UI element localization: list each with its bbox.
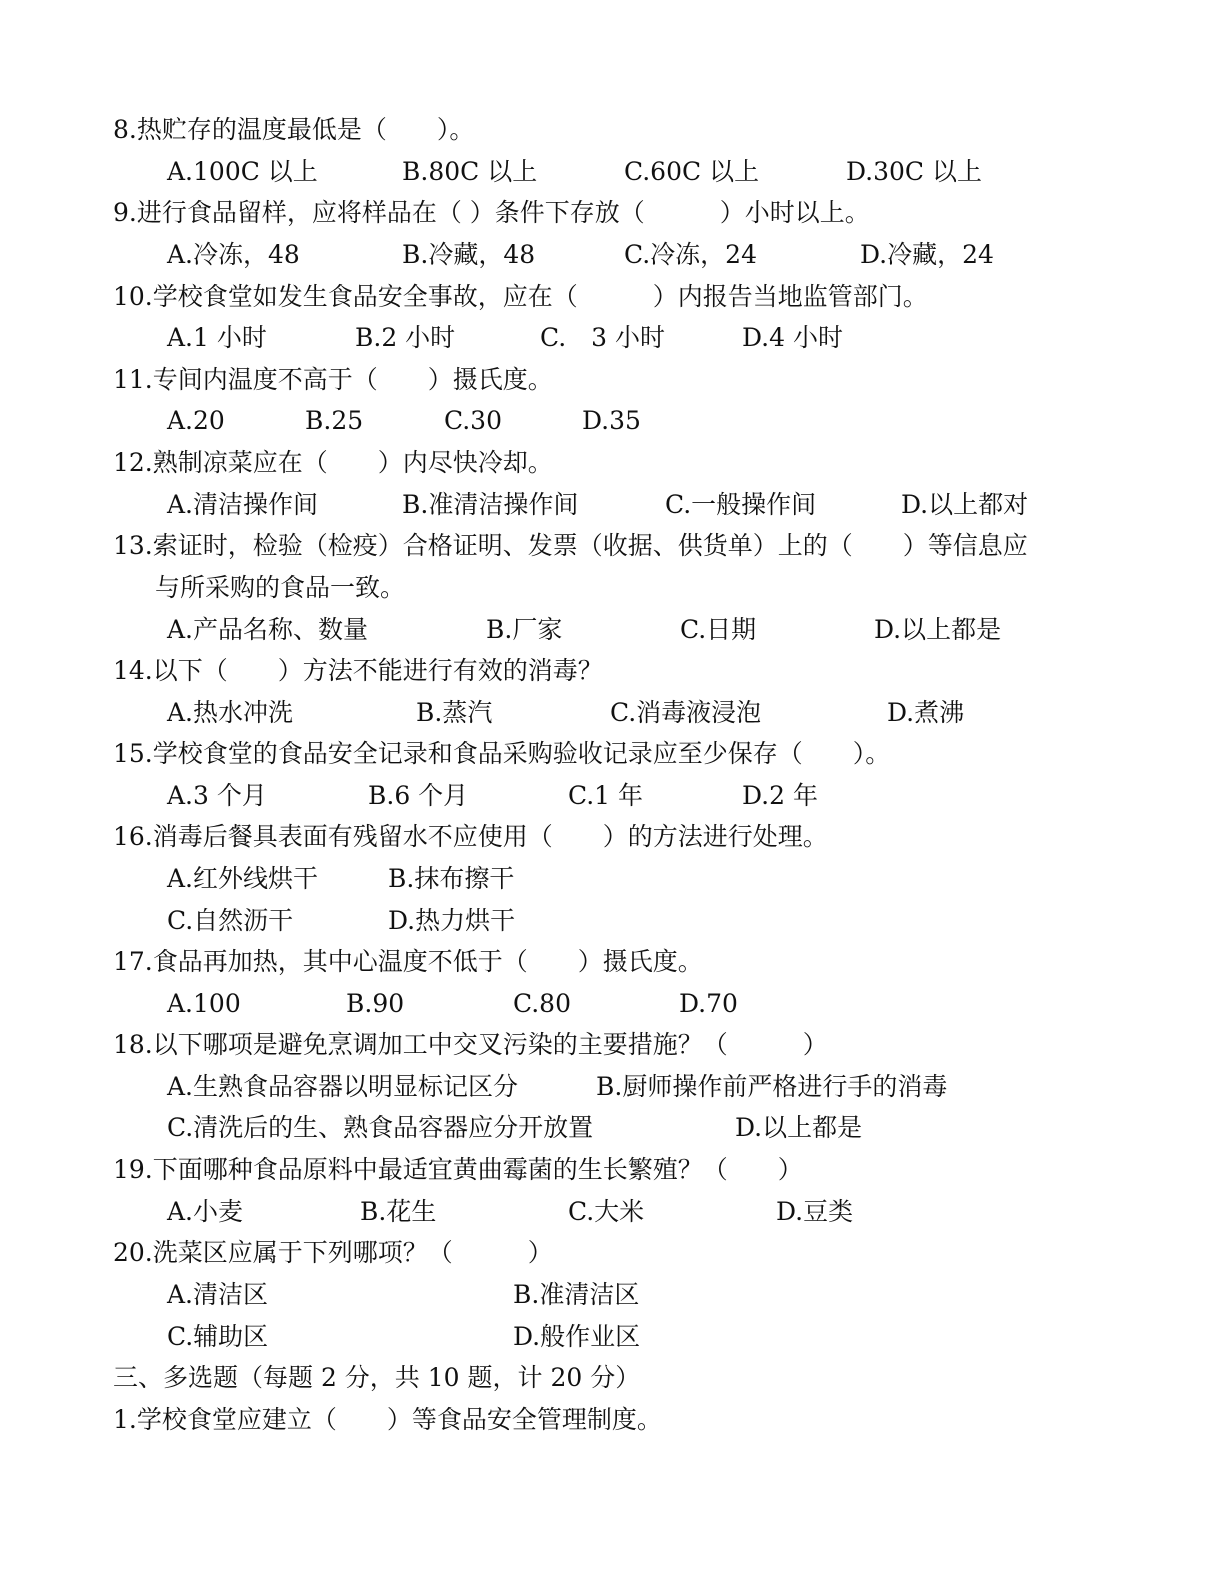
q17-option-a: A.100 (167, 989, 241, 1018)
question-13-continued: 与所采购的食品一致。 (155, 573, 406, 602)
q16-option-a: A.红外线烘干 (167, 864, 319, 893)
q8-option-b: B.80C 以上 (402, 157, 538, 186)
q17-option-c: C.80 (513, 989, 571, 1018)
q8-option-d: D.30C 以上 (846, 157, 982, 186)
q9-option-c: C.冷冻，24 (624, 240, 757, 269)
q19-option-d: D.豆类 (776, 1197, 854, 1226)
q18-option-d: D.以上都是 (735, 1113, 863, 1142)
q12-option-c: C.一般操作间 (665, 490, 817, 519)
q10-option-c: C. 3 小时 (540, 323, 666, 352)
question-18: 18.以下哪项是避免烹调加工中交叉污染的主要措施？（ ） (113, 1030, 828, 1059)
q15-option-c: C.1 年 (568, 781, 644, 810)
q19-option-b: B.花生 (360, 1197, 437, 1226)
q20-option-d: D.般作业区 (513, 1322, 641, 1351)
q16-option-c: C.自然沥干 (167, 906, 294, 935)
q10-option-d: D.4 小时 (742, 323, 843, 352)
q12-option-d: D.以上都对 (901, 490, 1029, 519)
q20-option-a: A.清洁区 (167, 1280, 269, 1309)
q20-option-b: B.准清洁区 (513, 1280, 640, 1309)
q12-option-a: A.清洁操作间 (167, 490, 319, 519)
question-17: 17.食品再加热，其中心温度不低于（ ）摄氏度。 (113, 947, 703, 976)
question-11: 11.专间内温度不高于（ ）摄氏度。 (113, 365, 553, 394)
question-12: 12.熟制凉菜应在（ ）内尽快冷却。 (113, 448, 553, 477)
q13-option-a: A.产品名称、数量 (167, 615, 369, 644)
q11-option-c: C.30 (444, 406, 502, 435)
q9-option-b: B.冷藏，48 (402, 240, 536, 269)
q11-option-b: B.25 (305, 406, 364, 435)
q11-option-a: A.20 (167, 406, 225, 435)
question-14: 14.以下（ ）方法不能进行有效的消毒？ (113, 656, 603, 685)
q15-option-a: A.3 个月 (167, 781, 267, 810)
question-9: 9.进行食品留样，应将样品在（ ）条件下存放（ ）小时以上。 (113, 198, 870, 227)
q14-option-d: D.煮沸 (887, 698, 965, 727)
q11-option-d: D.35 (582, 406, 641, 435)
section-heading-multiple-choice: 三、多选题（每题 2 分，共 10 题，计 20 分） (113, 1363, 641, 1392)
q17-option-b: B.90 (346, 989, 405, 1018)
q13-option-d: D.以上都是 (874, 615, 1002, 644)
question-19: 19.下面哪种食品原料中最适宜黄曲霉菌的生长繁殖？（ ） (113, 1155, 803, 1184)
q17-option-d: D.70 (679, 989, 738, 1018)
q16-option-d: D.热力烘干 (388, 906, 516, 935)
q9-option-d: D.冷藏，24 (860, 240, 994, 269)
question-13: 13.索证时，检验（检疫）合格证明、发票（收据、供货单）上的（ ）等信息应 (113, 531, 1028, 560)
question-20: 20.洗菜区应属于下列哪项？（ ） (113, 1238, 553, 1267)
multi-question-1: 1.学校食堂应建立（ ）等食品安全管理制度。 (113, 1405, 662, 1434)
q14-option-b: B.蒸汽 (416, 698, 493, 727)
q15-option-d: D.2 年 (742, 781, 818, 810)
q18-option-b: B.厨师操作前严格进行手的消毒 (596, 1072, 948, 1101)
q9-option-a: A.冷冻，48 (167, 240, 300, 269)
q14-option-c: C.消毒液浸泡 (610, 698, 762, 727)
q20-option-c: C.辅助区 (167, 1322, 269, 1351)
q10-option-a: A.1 小时 (167, 323, 267, 352)
question-8: 8.热贮存的温度最低是（ ）。 (113, 115, 475, 144)
q19-option-a: A.小麦 (167, 1197, 244, 1226)
q13-option-c: C.日期 (680, 615, 757, 644)
q8-option-c: C.60C 以上 (624, 157, 760, 186)
q18-option-c: C.清洗后的生、熟食品容器应分开放置 (167, 1113, 594, 1142)
q15-option-b: B.6 个月 (368, 781, 469, 810)
q13-option-b: B.厂家 (486, 615, 563, 644)
q14-option-a: A.热水冲洗 (167, 698, 294, 727)
question-15: 15.学校食堂的食品安全记录和食品采购验收记录应至少保存（ ）。 (113, 739, 891, 768)
q12-option-b: B.准清洁操作间 (402, 490, 579, 519)
q18-option-a: A.生熟食品容器以明显标记区分 (167, 1072, 519, 1101)
q19-option-c: C.大米 (568, 1197, 645, 1226)
q16-option-b: B.抹布擦干 (388, 864, 515, 893)
q8-option-a: A.100C 以上 (167, 157, 318, 186)
question-10: 10.学校食堂如发生食品安全事故，应在（ ）内报告当地监管部门。 (113, 282, 928, 311)
question-16: 16.消毒后餐具表面有残留水不应使用（ ）的方法进行处理。 (113, 822, 828, 851)
q10-option-b: B.2 小时 (355, 323, 456, 352)
